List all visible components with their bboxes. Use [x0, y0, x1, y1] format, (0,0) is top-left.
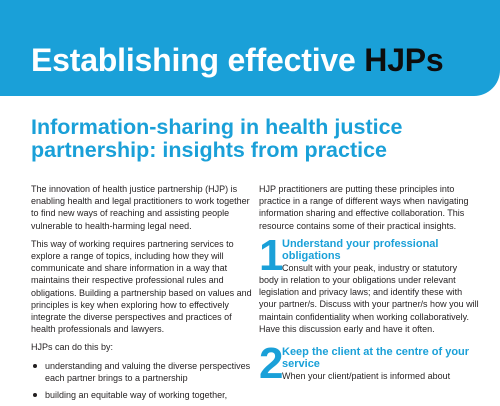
step-body-indented: Consult with your peak, industry or statutory [282, 262, 458, 273]
page-title [31, 40, 444, 80]
list-lead-in: HJPs can do this by: [31, 342, 114, 353]
right-intro: HJP practitioners are putting these principles into practice in a range of different ways when navigating information sharing and effective collaboration. This resource contains some of their practical insights. [259, 184, 469, 231]
step-2 [259, 339, 479, 389]
step-body-indented: When your client/patient is informed about [282, 371, 451, 382]
bullet-icon [33, 393, 37, 397]
bullet-icon [33, 364, 37, 368]
left-column [31, 183, 253, 406]
subtitle: Information-sharing in health justice partnership: insights from practice [31, 115, 403, 162]
right-column [259, 183, 479, 389]
list-item [31, 389, 253, 401]
title-main: Establishing effective [31, 42, 365, 78]
step-1 [259, 230, 479, 335]
step-heading: Understand your professional obligations [282, 237, 439, 262]
bullet-list [31, 360, 253, 402]
step-number: 2 [259, 339, 284, 389]
list-item-text: building an equitable way of working together, [45, 390, 228, 401]
list-item-text: understanding and valuing the diverse perspectives each partner brings to a partnership [45, 360, 251, 383]
list-item [31, 360, 253, 384]
intro-paragraph: The innovation of health justice partnership (HJP) is enabling health and legal practitioners to work together to find new ways of reaching and assisting people vulnerable to health-harming legal need. [31, 184, 250, 231]
step-number: 1 [259, 230, 284, 280]
step-body: body in relation to your obligations under relevant legislation and privacy laws; and identify these with your partner/s. Discuss with your partner/s how you will maintain confidentiality when working collaboratively. Have this discussion early and have it often. [259, 275, 479, 334]
step-heading: Keep the client at the centre of your service [282, 346, 470, 371]
title-accent: HJPs [364, 42, 444, 78]
header-banner [0, 0, 500, 96]
body-paragraph: This way of working requires partnering services to explore a range of topics, including how they will communicate and share information in a way that maintains their respective professional rules and obligations. Building a partnership based on values and principles is key when exploring how to effectively integrate the diverse perspectives and practices of health professionals and lawyers. [31, 238, 252, 335]
